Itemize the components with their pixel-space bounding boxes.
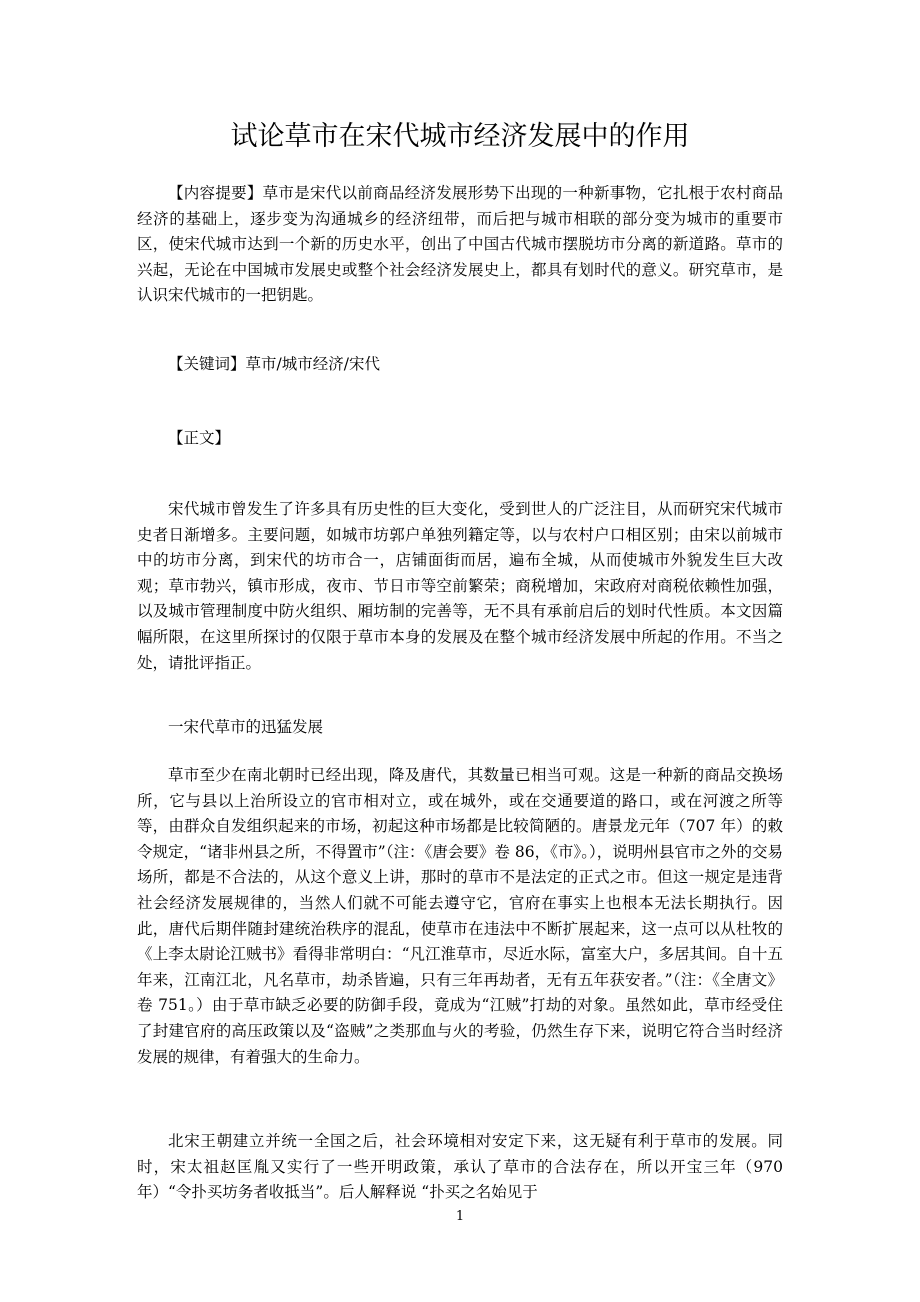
abstract-paragraph: 【内容提要】草市是宋代以前商品经济发展形势下出现的一种新事物，它扎根于农村商品经济的基础上，逐步变为沟通城乡的经济纽带，而后把与城市相联的部分变为城市的重要市区，使宋代城市达到一个新的历史水平，创出了中国古代城市摆脱坊市分离的新道路。草市的兴起，无论在中国城市发展史或整个社会经济发展史上，都具有划时代的意义。研究草市，是认识宋代城市的一把钥匙。 bbox=[137, 184, 783, 305]
keywords-line: 【关键词】草市/城市经济/宋代 bbox=[168, 355, 380, 373]
section-heading: 一宋代草市的迅猛发展 bbox=[168, 718, 324, 736]
body-paragraph: 草市至少在南北朝时已经出现，降及唐代，其数量已相当可观。这是一种新的商品交换场所，它与县以上治所设立的官市相对立，或在城外，或在交通要道的路口，或在河渡之所等等，由群众自发组织起来的市场，初起这种市场都是比较简陋的。唐景龙元年（707 年）的敕令规定，“诸非州县之所，不得置市”（注：《唐会要》卷 86，《市》。），说明州县官市之外的交易场所，都是不合法的，从这个意义上讲，那时的草市不是法定的正式之市。但这一规定是违背社会经济发展规律的，当然人们就不可能去遵守它，官府在事实上也根本无法长期执行。因此，唐代后期伴随封建统治秩序的混乱，使草市在违法中不断扩展起来，这一点可以从杜牧的《上李太尉论江贼书》看得非常明白：“凡江淮草市，尽近水际，富室大户，多居其间。自十五年来，江南江北，凡名草市，劫杀皆遍，只有三年再劫者，无有五年获安者。”（注：《全唐文》卷 751。）由于草市缺乏必要的防御手段，竟成为“江贼”打劫的对象。虽然如此，草市经受住了封建官府的高压政策以及“盗贼”之类那血与火的考验，仍然生存下来，说明它符合当时经济发展的规律，有着强大的生命力。 bbox=[137, 766, 783, 1066]
page-number: 1 bbox=[455, 1209, 465, 1224]
document-title: 试论草市在宋代城市经济发展中的作用 bbox=[230, 121, 690, 152]
intro-paragraph: 宋代城市曾发生了许多具有历史性的巨大变化，受到世人的广泛注目，从而研究宋代城市史者日渐增多。主要问题，如城市坊郭户单独列籍定等，以与农村户口相区别；由宋以前城市中的坊市分离，到宋代的坊市合一，店铺面街而居，遍布全城，从而使城市外貌发生巨大改观；草市勃兴，镇市形成，夜市、节日市等空前繁荣；商税增加，宋政府对商税依赖性加强，以及城市管理制度中防火组织、厢坊制的完善等，无不具有承前启后的划时代性质。本文因篇幅所限，在这里所探讨的仅限于草市本身的发展及在整个城市经济发展中所起的作用。不当之处，请批评指正。 bbox=[137, 500, 783, 672]
body-label: 【正文】 bbox=[168, 429, 231, 447]
body-paragraph: 北宋王朝建立并统一全国之后，社会环境相对安定下来，这无疑有利于草市的发展。同时，宋太祖赵匡胤又实行了一些开明政策，承认了草市的合法存在，所以开宝三年（970 年）“令扑买坊务者收抵当”。后人解释说 “扑买之名始见于 bbox=[137, 1132, 783, 1202]
